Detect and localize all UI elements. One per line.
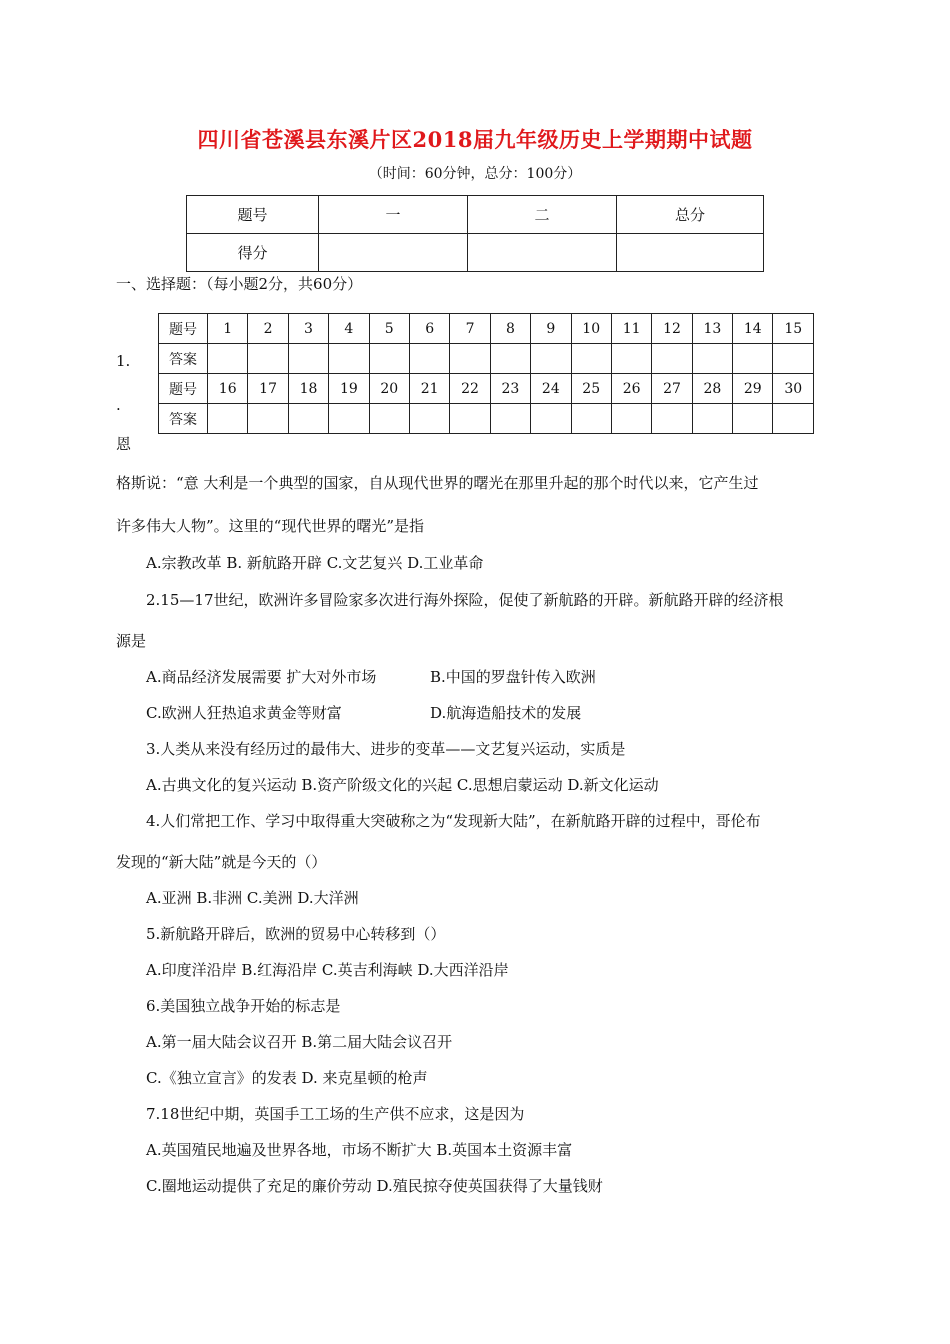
answer-cell[interactable]	[490, 404, 530, 434]
score-cell[interactable]	[468, 234, 617, 272]
question-number-cell: 4	[329, 314, 369, 344]
answer-grid	[158, 313, 814, 434]
q2-option-a: A.商品经济发展需要 扩大对外市场	[146, 668, 377, 686]
answer-cell[interactable]	[531, 344, 571, 374]
question-number-cell: 27	[652, 374, 692, 404]
q2-text-line1: 2.15—17世纪，欧洲许多冒险家多次进行海外探险，促使了新航路的开辟。新航路开辟的经济根	[146, 591, 784, 609]
answer-cell[interactable]	[409, 404, 449, 434]
score-header-part1: 一	[319, 196, 468, 234]
answer-cell[interactable]	[208, 404, 248, 434]
answer-cell[interactable]	[571, 344, 611, 374]
q6-text: 6.美国独立战争开始的标志是	[146, 997, 341, 1015]
question-number-cell: 18	[288, 374, 328, 404]
answer-grid-num-label: 题号	[159, 314, 208, 344]
q1-number: 1.	[116, 352, 131, 370]
question-number-cell: 11	[611, 314, 651, 344]
q7-options-cd: C.圈地运动提供了充足的廉价劳动 D.殖民掠夺使英国获得了大量钱财	[146, 1177, 603, 1195]
answer-cell[interactable]	[733, 344, 773, 374]
question-number-cell: 26	[611, 374, 651, 404]
question-number-cell: 10	[571, 314, 611, 344]
answer-grid-num-label: 题号	[159, 374, 208, 404]
answer-cell[interactable]	[692, 344, 732, 374]
score-cell[interactable]	[319, 234, 468, 272]
answer-cell[interactable]	[490, 344, 530, 374]
question-number-cell: 3	[288, 314, 328, 344]
question-number-cell: 20	[369, 374, 409, 404]
question-number-cell: 29	[733, 374, 773, 404]
q6-options-cd: C.《独立宣言》的发表 D. 来克星顿的枪声	[146, 1069, 428, 1087]
question-number-cell: 12	[652, 314, 692, 344]
score-table	[186, 195, 764, 272]
question-number-cell: 19	[329, 374, 369, 404]
q1-text-line1: 格斯说：“意 大利是一个典型的国家，自从现代世界的曙光在那里升起的那个时代以来，它产生过	[116, 474, 759, 492]
answer-cell[interactable]	[692, 404, 732, 434]
question-number-cell: 17	[248, 374, 288, 404]
question-number-cell: 9	[531, 314, 571, 344]
question-number-cell: 25	[571, 374, 611, 404]
answer-cell[interactable]	[369, 404, 409, 434]
answer-cell[interactable]	[329, 404, 369, 434]
q1-options: A.宗教改革 B. 新航路开辟 C.文艺复兴 D.工业革命	[146, 554, 484, 572]
answer-cell[interactable]	[208, 344, 248, 374]
page-title: 四川省苍溪县东溪片区2018届九年级历史上学期期中试题	[197, 127, 753, 152]
question-number-cell: 22	[450, 374, 490, 404]
question-number-cell: 8	[490, 314, 530, 344]
answer-cell[interactable]	[652, 344, 692, 374]
answer-cell[interactable]	[288, 404, 328, 434]
q1-dot: .	[116, 396, 121, 414]
q1-first-char: 恩	[116, 435, 132, 453]
q5-text: 5.新航路开辟后，欧洲的贸易中心转移到（）	[146, 925, 446, 943]
q4-options: A.亚洲 B.非洲 C.美洲 D.大洋洲	[146, 889, 359, 907]
q1-text-line2: 许多伟大人物”。这里的“现代世界的曙光”是指	[116, 517, 425, 535]
answer-cell[interactable]	[450, 344, 490, 374]
exam-time-info: （时间：60分钟，总分：100分）	[368, 166, 582, 182]
question-number-cell: 30	[773, 374, 814, 404]
score-cell[interactable]	[617, 234, 764, 272]
question-number-cell: 1	[208, 314, 248, 344]
q6-options-ab: A.第一届大陆会议召开 B.第二届大陆会议召开	[146, 1033, 453, 1051]
answer-cell[interactable]	[652, 404, 692, 434]
answer-grid-ans-label: 答案	[159, 404, 208, 434]
q4-text-line1: 4.人们常把工作、学习中取得重大突破称之为“发现新大陆”，在新航路开辟的过程中，哥伦布	[146, 812, 761, 830]
q3-options: A.古典文化的复兴运动 B.资产阶级文化的兴起 C.思想启蒙运动 D.新文化运动	[146, 776, 659, 794]
question-number-cell: 2	[248, 314, 288, 344]
answer-cell[interactable]	[329, 344, 369, 374]
q5-options: A.印度洋沿岸 B.红海沿岸 C.英吉利海峡 D.大西洋沿岸	[146, 961, 509, 979]
answer-cell[interactable]	[409, 344, 449, 374]
question-number-cell: 5	[369, 314, 409, 344]
q4-text-line2: 发现的“新大陆”就是今天的（）	[116, 853, 327, 871]
answer-cell[interactable]	[733, 404, 773, 434]
question-number-cell: 23	[490, 374, 530, 404]
question-number-cell: 24	[531, 374, 571, 404]
answer-cell[interactable]	[369, 344, 409, 374]
question-number-cell: 14	[733, 314, 773, 344]
answer-cell[interactable]	[773, 404, 814, 434]
answer-cell[interactable]	[531, 404, 571, 434]
score-row-label: 得分	[187, 234, 319, 272]
answer-cell[interactable]	[611, 344, 651, 374]
q2-option-c: C.欧洲人狂热追求黄金等财富	[146, 704, 342, 722]
question-number-cell: 13	[692, 314, 732, 344]
question-number-cell: 7	[450, 314, 490, 344]
score-header-number: 题号	[187, 196, 319, 234]
answer-cell[interactable]	[611, 404, 651, 434]
q2-option-b: B.中国的罗盘针传入欧洲	[430, 668, 596, 686]
q7-options-ab: A.英国殖民地遍及世界各地，市场不断扩大 B.英国本土资源丰富	[146, 1141, 573, 1159]
answer-cell[interactable]	[773, 344, 814, 374]
answer-cell[interactable]	[571, 404, 611, 434]
question-number-cell: 28	[692, 374, 732, 404]
q7-text: 7.18世纪中期，英国手工工场的生产供不应求，这是因为	[146, 1105, 525, 1123]
question-number-cell: 21	[409, 374, 449, 404]
answer-cell[interactable]	[248, 344, 288, 374]
score-header-part2: 二	[468, 196, 617, 234]
question-number-cell: 15	[773, 314, 814, 344]
score-header-total: 总分	[617, 196, 764, 234]
q2-text-line2: 源是	[116, 632, 147, 650]
answer-cell[interactable]	[248, 404, 288, 434]
section1-heading: 一、选择题：（每小题2分，共60分）	[116, 275, 363, 293]
answer-grid-ans-label: 答案	[159, 344, 208, 374]
q3-text: 3.人类从来没有经历过的最伟大、进步的变革——文艺复兴运动，实质是	[146, 740, 626, 758]
answer-cell[interactable]	[450, 404, 490, 434]
question-number-cell: 16	[208, 374, 248, 404]
question-number-cell: 6	[409, 314, 449, 344]
q2-option-d: D.航海造船技术的发展	[430, 704, 582, 722]
answer-cell[interactable]	[288, 344, 328, 374]
